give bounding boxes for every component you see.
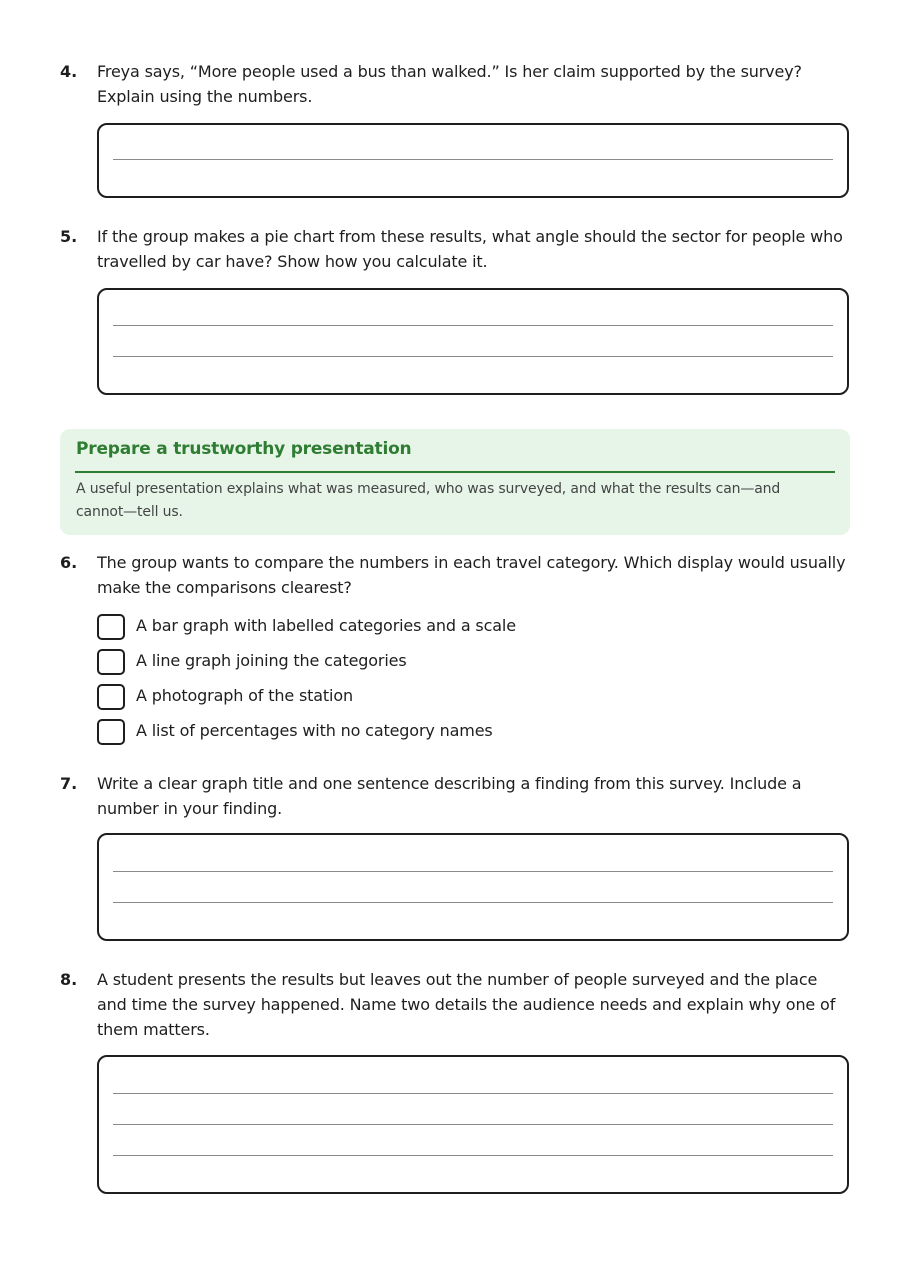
question-text: Write a clear graph title and one sentence describing a finding from this survey. Include a number in your finding. [97,774,802,818]
writing-line [113,1093,833,1094]
checkbox[interactable] [97,649,125,675]
info-banner [60,429,850,535]
answer-box-q5[interactable] [97,288,849,395]
option-photograph[interactable] [97,684,817,712]
option-bar-graph[interactable] [97,614,817,642]
question-text: Freya says, “More people used a bus than walked.” Is her claim supported by the survey? Explain using the numbers. [97,62,802,106]
question-text: If the group makes a pie chart from these results, what angle should the sector for people who travelled by car have? Show how you calculate it. [97,227,843,271]
option-label: A bar graph with labelled categories and a scale [136,616,516,635]
writing-line [113,1155,833,1156]
option-label: A photograph of the station [136,686,353,705]
answer-box-q8[interactable] [97,1055,849,1194]
answer-box-q4[interactable] [97,123,849,198]
banner-title: Prepare a trustworthy presentation [76,439,412,459]
question-number: 8. [60,970,78,989]
checkbox[interactable] [97,719,125,745]
option-label: A line graph joining the categories [136,651,407,670]
answer-box-q7[interactable] [97,833,849,941]
writing-line [113,902,833,903]
question-text: The group wants to compare the numbers in each travel category. Which display would usually make the comparisons clearest? [97,553,846,597]
banner-text: A useful presentation explains what was measured, who was surveyed, and what the results can—and cannot—tell us. [76,481,781,520]
question-text: A student presents the results but leaves out the number of people surveyed and the place and time the survey happened. Name two details the audience needs and explain why one of them matters. [97,970,836,1039]
option-percentage-list[interactable] [97,719,817,747]
question-number: 4. [60,62,78,81]
question-number: 5. [60,227,78,246]
option-label: A list of percentages with no category names [136,721,493,740]
option-line-graph[interactable] [97,649,817,677]
checkbox[interactable] [97,614,125,640]
checkbox[interactable] [97,684,125,710]
writing-line [113,356,833,357]
writing-line [113,1124,833,1125]
writing-line [113,325,833,326]
writing-line [113,159,833,160]
question-number: 6. [60,553,78,572]
writing-line [113,871,833,872]
question-number: 7. [60,774,78,793]
banner-divider [75,471,835,473]
